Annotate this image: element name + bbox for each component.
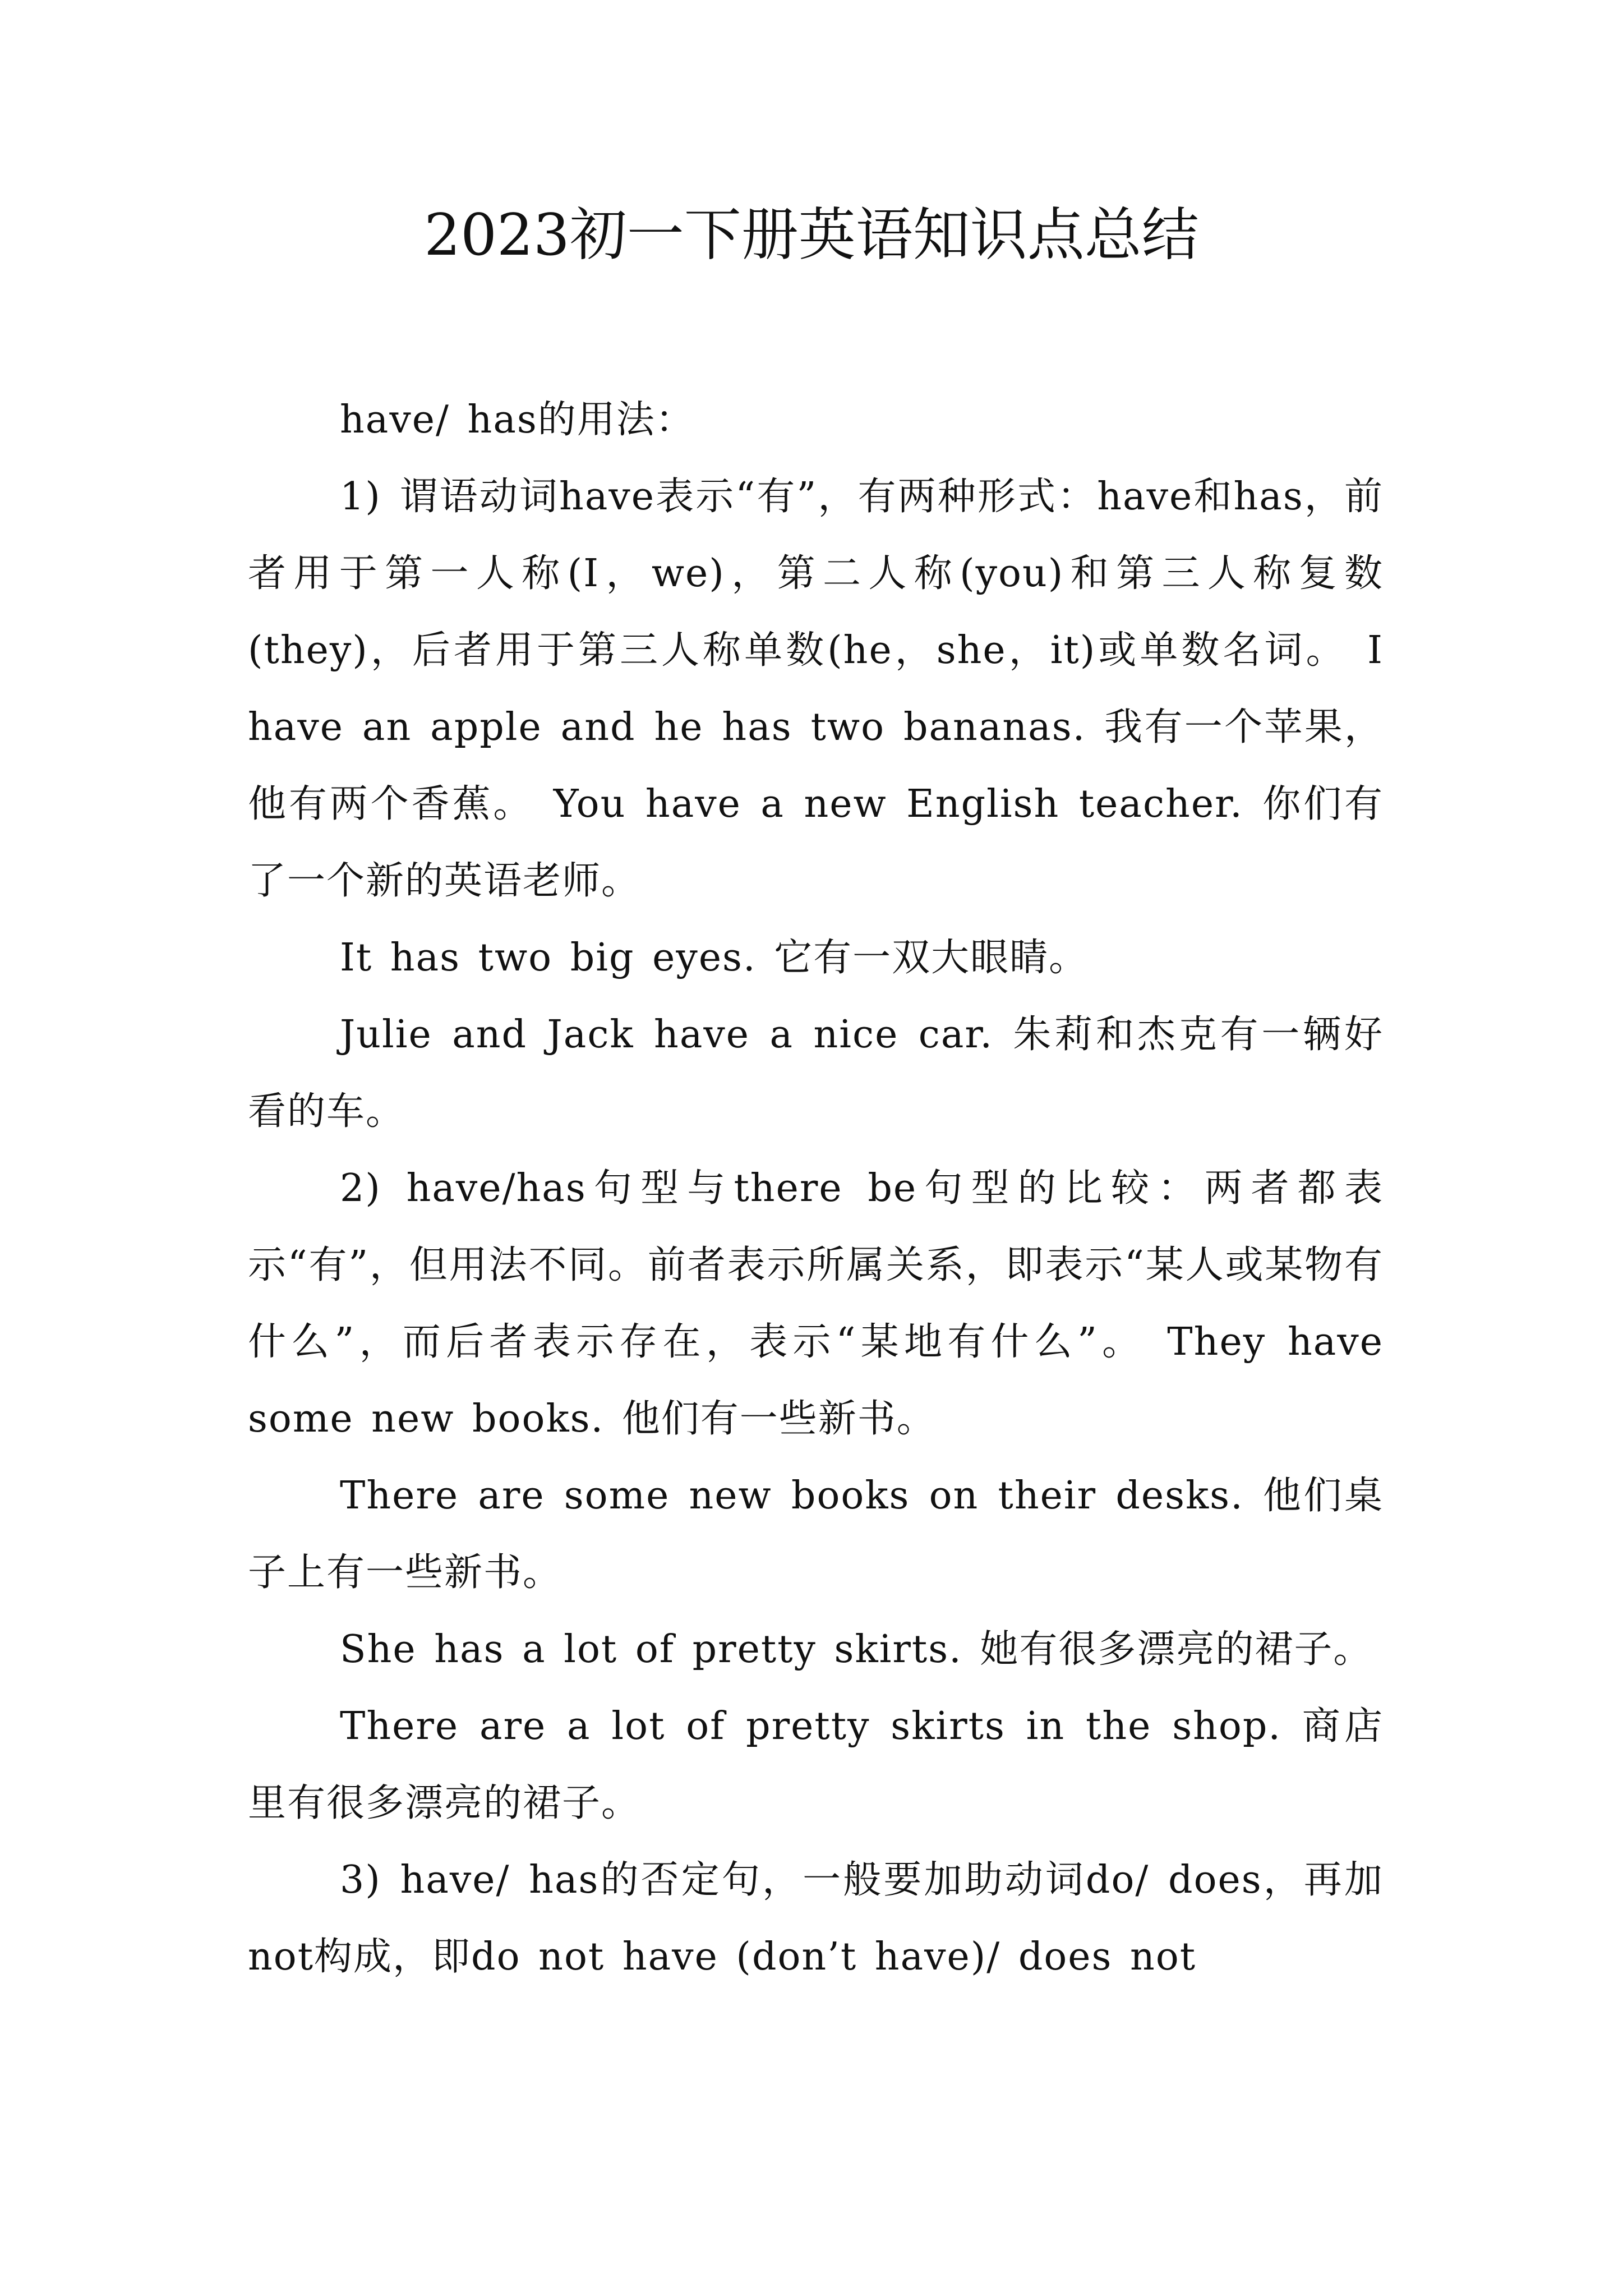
paragraph-point-3: 3) have/ has的否定句，一般要加助动词do/ does，再加not构成，即do not have (don’t have)/ does not (248, 1858, 1384, 1979)
paragraph-have-has-usage: have/ has的用法： (340, 398, 695, 442)
paragraph-example-there-are-books: There are some new books on their desks. 他们桌子上有一些新书。 (248, 1474, 1384, 1595)
paragraph-point-1: 1) 谓语动词have表示“有”，有两种形式：have和has，前者用于第一人称(I，we)，第二人称(you)和第三人称复数(they)，后者用于第三人称单数(he，she，it)或单数名词。 I have an apple and he has two bananas. 我有一个苹果，他有两个香蕉。 You have a new English teacher. 你们有了一个新的英语老师。 (248, 475, 1384, 903)
document-body (248, 381, 1384, 1995)
paragraph-point-2: 2) have/has句型与there be句型的比较：两者都表示“有”，但用法不同。前者表示所属关系，即表示“某人或某物有什么”，而后者表示存在，表示“某地有什么”。 They have some new books. 他们有一些新书。 (248, 1166, 1384, 1441)
paragraph-example-julie-jack: Julie and Jack have a nice car. 朱莉和杰克有一辆好看的车。 (248, 1013, 1384, 1134)
paragraph-example-it-has: It has two big eyes. 它有一双大眼睛。 (340, 936, 1089, 980)
paragraph-example-there-are-skirts: There are a lot of pretty skirts in the shop. 商店里有很多漂亮的裙子。 (248, 1704, 1384, 1825)
paragraph-example-she-has-skirts: She has a lot of pretty skirts. 她有很多漂亮的裙子。 (340, 1627, 1373, 1672)
document-title: 2023初一下册英语知识点总结 (424, 202, 1199, 269)
